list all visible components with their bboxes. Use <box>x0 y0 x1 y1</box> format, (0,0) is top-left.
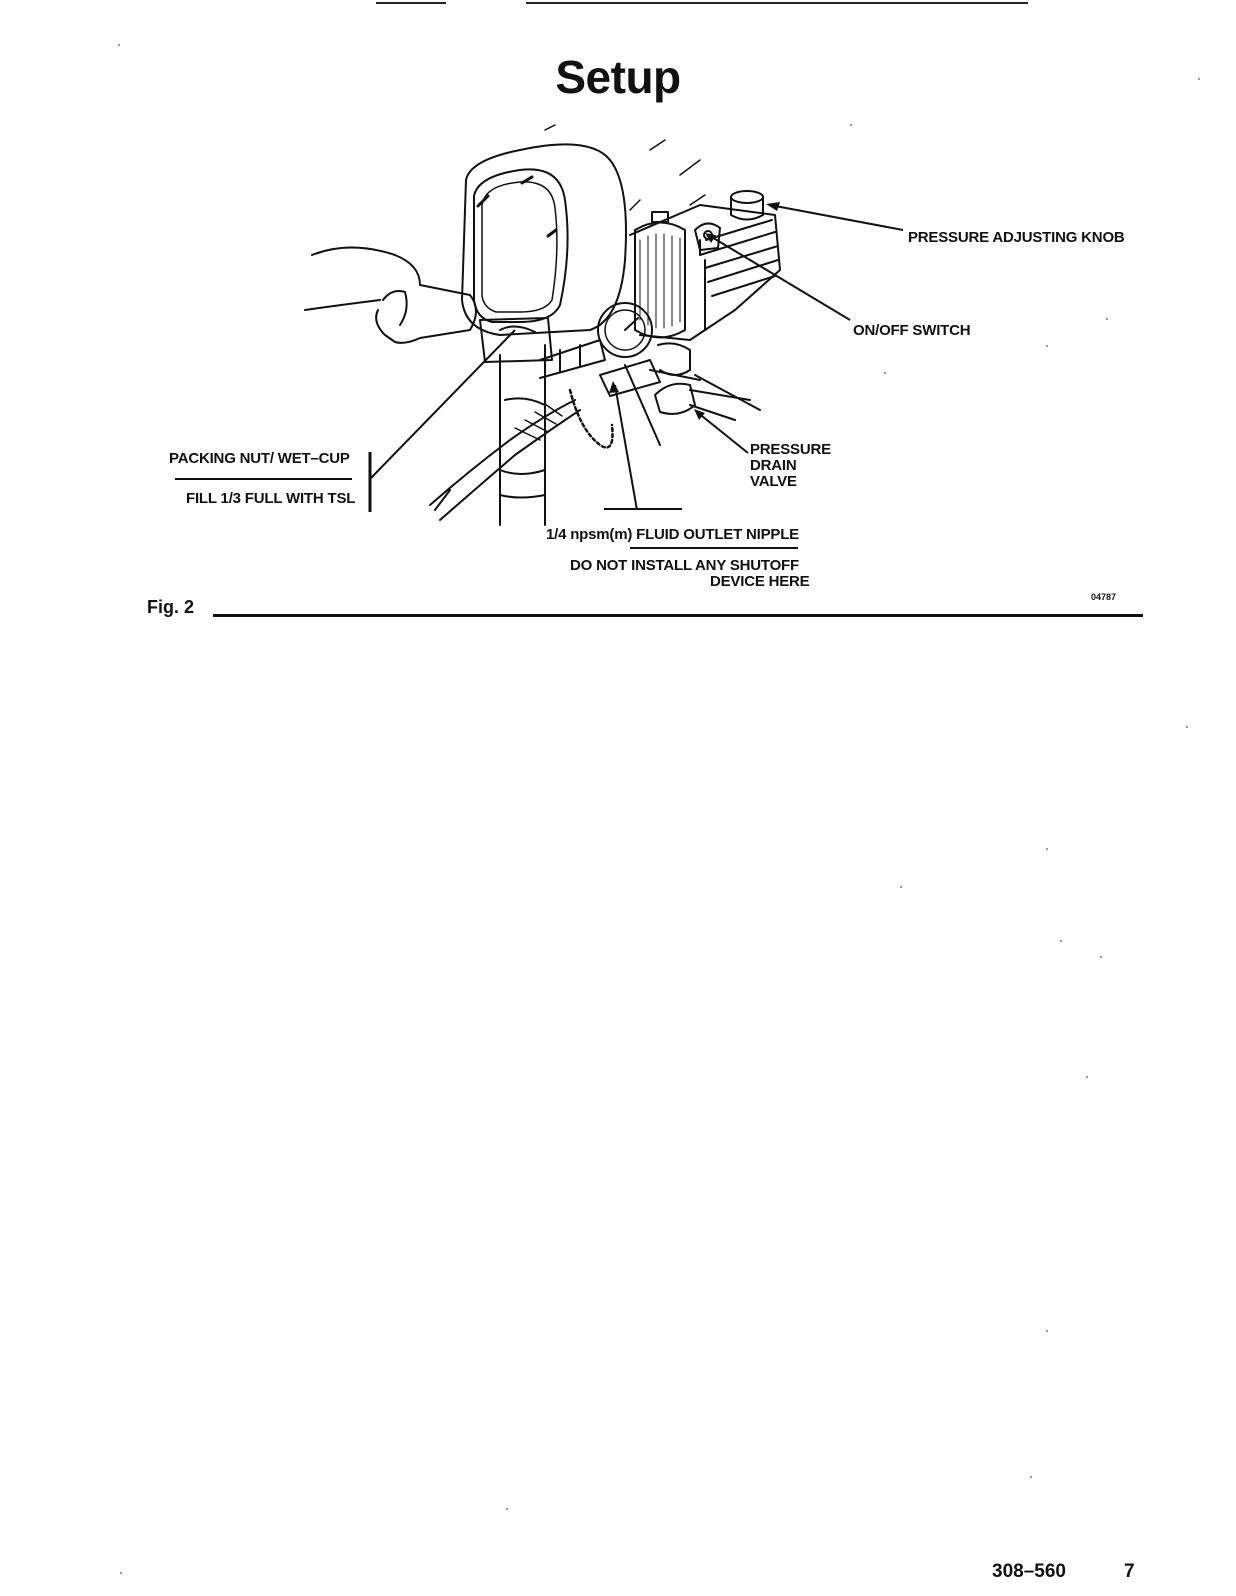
scan-speck <box>1186 726 1188 728</box>
scan-speck <box>1046 1330 1048 1332</box>
scan-speck <box>1106 318 1108 320</box>
scan-speck <box>506 1508 508 1510</box>
scan-speck <box>1060 940 1062 942</box>
fluid-hose <box>430 400 575 505</box>
chain <box>570 390 613 448</box>
scan-speck <box>120 1572 122 1574</box>
scan-speck <box>118 44 120 46</box>
operator-hand <box>305 248 476 343</box>
callout-drain-valve-line-1: PRESSURE <box>750 441 831 458</box>
callout-no-shutoff-line-2: DEVICE HERE <box>710 573 810 590</box>
page-title: Setup <box>555 51 681 103</box>
callout-packing-nut: PACKING NUT/ WET–CUP <box>169 450 350 467</box>
scan-speck <box>900 886 902 888</box>
scan-speck <box>1046 848 1048 850</box>
callout-no-shutoff-line-1: DO NOT INSTALL ANY SHUTOFF <box>570 557 799 574</box>
scan-speck <box>884 372 886 374</box>
callout-outlet-nipple-name: FLUID OUTLET NIPPLE <box>636 526 799 543</box>
pressure-knob <box>731 191 763 203</box>
callout-on-off-switch: ON/OFF SWITCH <box>853 322 971 339</box>
callout-outlet-nipple-size: 1/4 npsm(m) <box>546 526 633 543</box>
scan-speck <box>1100 956 1102 958</box>
callout-fill-tsl: FILL 1/3 FULL WITH TSL <box>186 490 356 507</box>
scan-speck <box>850 124 852 126</box>
figure-label: Fig. 2 <box>147 597 195 617</box>
scan-speck <box>1086 1076 1088 1078</box>
scan-speck <box>1198 78 1200 80</box>
scan-speck <box>1030 1476 1032 1478</box>
scan-speck <box>1046 345 1048 347</box>
callout-drain-valve-line-3: VALVE <box>750 473 797 490</box>
footer-page-number: 7 <box>1124 1561 1135 1582</box>
callout-outlet-nipple <box>546 527 799 543</box>
callout-drain-valve-line-2: DRAIN <box>750 457 797 474</box>
drain-valve <box>655 384 695 414</box>
callout-pressure-knob: PRESSURE ADJUSTING KNOB <box>908 229 1125 246</box>
footer-doc-number: 308–560 <box>992 1561 1066 1582</box>
motor-lens <box>482 182 557 312</box>
figure-number: 04787 <box>1091 592 1117 602</box>
figure-rule <box>213 614 1143 617</box>
